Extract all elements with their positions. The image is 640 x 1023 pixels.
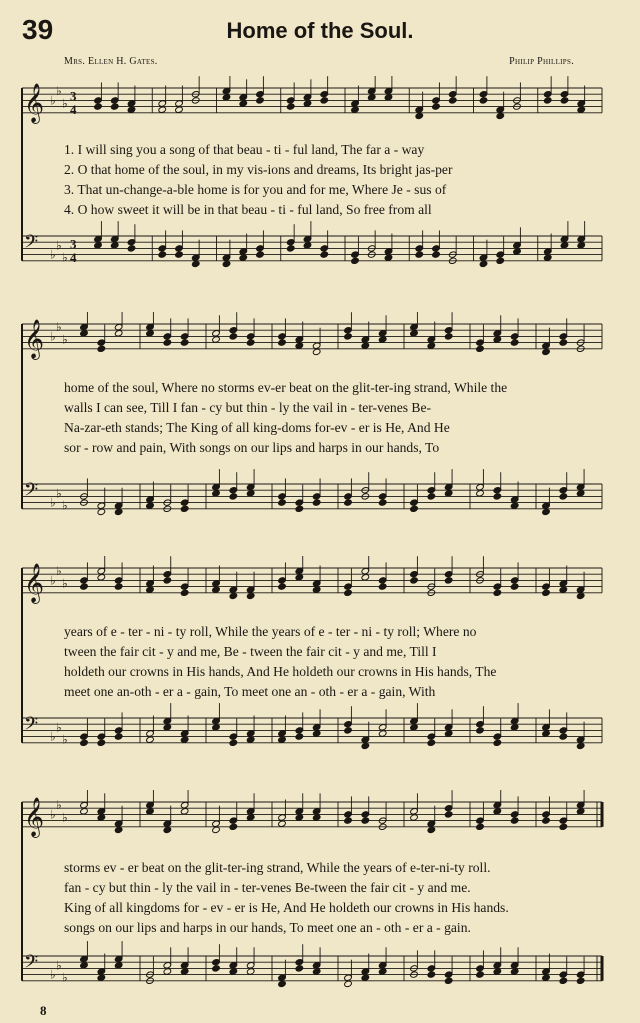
hymn-title: Home of the Soul. <box>226 18 414 43</box>
svg-text:♭: ♭ <box>62 732 68 747</box>
lyric-line: 1. I will sing you a song of that beau - ti - ful land, The far a - way <box>64 142 425 157</box>
svg-text:𝄢: 𝄢 <box>24 231 39 257</box>
svg-text:♭: ♭ <box>50 329 56 344</box>
lyric-line: meet one an-oth - er a - gain, To meet one an - oth - er a - gain, With <box>64 684 436 699</box>
svg-text:♭: ♭ <box>50 573 56 588</box>
svg-text:𝄞: 𝄞 <box>24 563 45 604</box>
svg-text:♭: ♭ <box>50 967 56 982</box>
lyric-line: songs on our lips and harps in our hands, To meet one an - oth - er a - gain. <box>64 920 471 935</box>
svg-text:♭: ♭ <box>56 320 62 335</box>
svg-text:𝄞: 𝄞 <box>24 319 45 360</box>
svg-text:♭: ♭ <box>50 247 56 262</box>
svg-text:♭: ♭ <box>56 720 62 735</box>
music-system-2 <box>18 312 608 528</box>
svg-text:3: 3 <box>70 236 77 252</box>
svg-text:𝄢: 𝄢 <box>24 713 39 739</box>
svg-text:𝄢: 𝄢 <box>24 951 39 977</box>
svg-text:♭: ♭ <box>56 84 62 99</box>
lyric-line: years of e - ter - ni - ty roll, While the years of e - ter - ni - ty roll; Where no <box>64 624 477 639</box>
page-number: 8 <box>40 1003 47 1018</box>
svg-text:♭: ♭ <box>62 576 68 591</box>
svg-text:♭: ♭ <box>56 564 62 579</box>
lyric-line: King of all kingdoms for - ev - er is He, And He holdeth our crowns in His hands. <box>64 900 509 915</box>
svg-text:4: 4 <box>70 249 77 265</box>
lyric-line: sor - row and pain, With songs on our lips and harps in our hands, To <box>64 440 440 455</box>
lyric-line: home of the soul, Where no storms ev-er beat on the glit-ter-ing strand, While the <box>64 380 508 395</box>
svg-text:♭: ♭ <box>56 798 62 813</box>
svg-text:3: 3 <box>70 88 77 104</box>
hymn-number: 39 <box>22 14 54 45</box>
svg-text:♭: ♭ <box>62 498 68 513</box>
svg-text:𝄢: 𝄢 <box>24 479 39 505</box>
lyric-line: tween the fair cit - y and me, Be - tween the fair cit - y and me, Till I <box>64 644 437 659</box>
svg-text:♭: ♭ <box>50 807 56 822</box>
svg-text:4: 4 <box>70 101 77 117</box>
lyric-line: walls I can see, Till I fan - cy but thin - ly the vail in - ter-venes Be- <box>64 400 432 415</box>
svg-text:𝄞: 𝄞 <box>24 83 45 124</box>
svg-text:♭: ♭ <box>62 810 68 825</box>
lyric-line: storms ev - er beat on the glit-ter-ing strand, While the years of e-ter-ni-ty roll. <box>64 860 491 875</box>
music-system-4 <box>18 790 608 1000</box>
svg-text:♭: ♭ <box>62 332 68 347</box>
music-system-3 <box>18 556 608 762</box>
lyric-line: fan - cy but thin - ly the vail in - ter-venes Be-tween the fair cit - y and me. <box>64 880 471 895</box>
svg-text:♭: ♭ <box>56 958 62 973</box>
svg-text:♭: ♭ <box>56 486 62 501</box>
svg-text:𝄞: 𝄞 <box>24 797 45 838</box>
lyricist-credit: Mrs. Ellen H. Gates. <box>64 56 158 67</box>
lyric-line: 2. O that home of the soul, in my vis-ions and dreams, Its bright jas-per <box>64 162 453 177</box>
composer-credit: Philip Phillips. <box>509 56 574 67</box>
svg-text:♭: ♭ <box>56 238 62 253</box>
svg-text:♭: ♭ <box>50 729 56 744</box>
music-system-1 <box>18 76 608 280</box>
lyric-line: Na-zar-eth stands; The King of all king-doms for-ev - er is He, And He <box>64 420 450 435</box>
lyric-line: 3. That un-change-a-ble home is for you and for me, Where Je - sus of <box>64 182 447 197</box>
svg-text:♭: ♭ <box>50 93 56 108</box>
svg-text:♭: ♭ <box>62 96 68 111</box>
lyric-line: holdeth our crowns in His hands, And He holdeth our crowns in His hands, The <box>64 664 497 679</box>
lyric-line: 4. O how sweet it will be in that beau - ti - ful land, So free from all <box>64 202 432 217</box>
svg-text:♭: ♭ <box>62 970 68 985</box>
svg-text:♭: ♭ <box>62 250 68 265</box>
svg-text:♭: ♭ <box>50 495 56 510</box>
